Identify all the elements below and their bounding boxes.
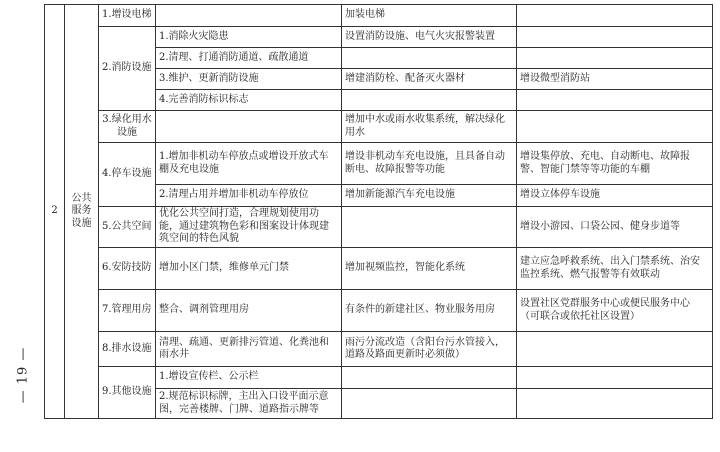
item-name-cell: 9.其他设施 — [99, 367, 156, 419]
improve-cell — [517, 367, 713, 389]
improve-cell — [517, 111, 713, 143]
improve-cell — [517, 27, 713, 48]
measure-cell: 1.增设宣传栏、公示栏 — [156, 367, 342, 389]
basic-cell — [342, 90, 517, 111]
measure-cell: 3.维护、更新消防设施 — [156, 69, 342, 90]
basic-cell: 有条件的新建社区、物业服务用房 — [342, 290, 517, 332]
item-name-cell: 3.绿化用水设施 — [99, 111, 156, 143]
improve-cell — [517, 48, 713, 69]
item-name-cell: 6.安防技防 — [99, 248, 156, 290]
measure-cell: 增加小区门禁，维修单元门禁 — [156, 248, 342, 290]
table-row — [45, 207, 713, 248]
table-row — [45, 290, 713, 332]
basic-cell: 加装电梯 — [342, 5, 517, 27]
table-row — [45, 332, 713, 367]
improve-cell: 增设立体停车设施 — [517, 185, 713, 207]
improve-cell: 设置社区党群服务中心或便民服务中心（可联合或依托社区设置） — [517, 290, 713, 332]
measure-cell: 1.消除火灾隐患 — [156, 27, 342, 48]
page-number-text: — 19 — — [15, 346, 31, 404]
renovation-items-table — [44, 4, 713, 419]
basic-cell: 设置消防设施、电气火灾报警装置 — [342, 27, 517, 48]
basic-cell: 增加视频监控，智能化系统 — [342, 248, 517, 290]
table-row — [45, 367, 713, 389]
measure-cell — [156, 5, 342, 27]
basic-cell: 增建消防栓、配备灭火器材 — [342, 69, 517, 90]
basic-cell: 增加新能源汽车充电设施 — [342, 185, 517, 207]
basic-cell — [342, 207, 517, 248]
measure-cell: 2.清理、打通消防通道、疏散通道 — [156, 48, 342, 69]
basic-cell: 雨污分流改造（含阳台污水管接入，道路及路面更新时必须做） — [342, 332, 517, 367]
measure-cell: 2.规范标识标牌，主出入口设平面示意图，完善楼牌、门牌、道路指示牌等 — [156, 389, 342, 419]
measure-cell: 2.清理占用并增加非机动车停放位 — [156, 185, 342, 207]
improve-cell — [517, 90, 713, 111]
table-row — [45, 248, 713, 290]
basic-cell: 增加中水或雨水收集系统，解决绿化用水 — [342, 111, 517, 143]
item-name-cell: 7.管理用房 — [99, 290, 156, 332]
measure-cell: 整合、调剂管理用房 — [156, 290, 342, 332]
measure-cell: 1.增加非机动车停放点或增设开放式车棚及充电设施 — [156, 143, 342, 185]
measure-cell: 4.完善消防标识标志 — [156, 90, 342, 111]
item-name-cell: 4.停车设施 — [99, 143, 156, 207]
basic-cell — [342, 48, 517, 69]
category-cell: 公共服务设施 — [65, 5, 99, 419]
improve-cell: 增设小游园、口袋公园、健身步道等 — [517, 207, 713, 248]
table-row — [45, 111, 713, 143]
improve-cell: 增设微型消防站 — [517, 69, 713, 90]
improve-cell: 建立应急呼救系统、出入门禁系统、治安监控系统、燃气报警等有效联动 — [517, 248, 713, 290]
measure-cell: 优化公共空间打造，合理规划使用功能，通过建筑物色彩和图案设计体现建筑空间的特色风貌 — [156, 207, 342, 248]
improve-cell — [517, 332, 713, 367]
page-number — [10, 330, 36, 420]
item-name-cell: 5.公共空间 — [99, 207, 156, 248]
item-name-cell: 1.增设电梯 — [99, 5, 156, 27]
improve-cell — [517, 5, 713, 27]
basic-cell — [342, 367, 517, 389]
table-row — [45, 5, 713, 27]
improve-cell: 增设集停放、充电、自动断电、故障报警、智能门禁等等功能的车棚 — [517, 143, 713, 185]
table-row — [45, 143, 713, 185]
row-number-cell: 2 — [45, 5, 65, 419]
table-row — [45, 27, 713, 48]
item-name-cell: 2.消防设施 — [99, 27, 156, 111]
item-name-cell: 8.排水设施 — [99, 332, 156, 367]
basic-cell: 增设非机动车充电设施，且具备自动断电、故障报警等功能 — [342, 143, 517, 185]
measure-cell — [156, 111, 342, 143]
measure-cell: 清理、疏通、更新排污管道、化粪池和雨水井 — [156, 332, 342, 367]
basic-cell — [342, 389, 517, 419]
improve-cell — [517, 389, 713, 419]
